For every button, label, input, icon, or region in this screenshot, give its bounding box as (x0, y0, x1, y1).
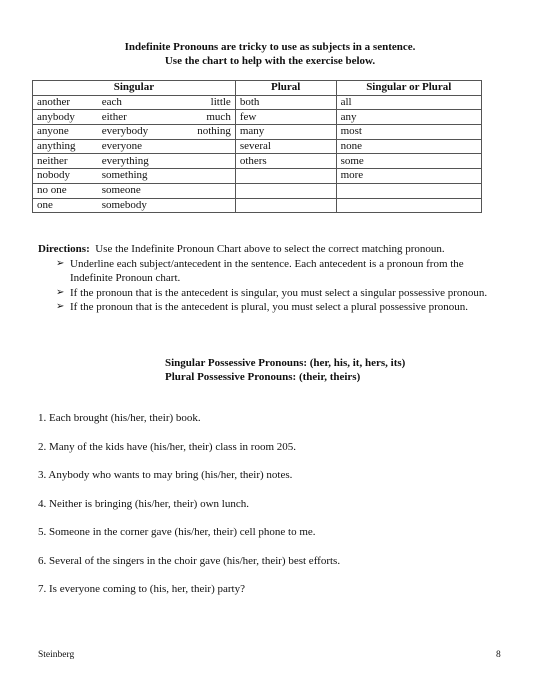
chart-cell: someone (98, 183, 182, 198)
directions-bullets (38, 257, 500, 315)
header-singular: Singular (33, 81, 236, 96)
chart-cell: nobody (33, 169, 98, 184)
directions-bullet (56, 257, 500, 286)
chart-row (33, 183, 482, 198)
directions-label: Directions: (38, 243, 90, 255)
directions-bullet (56, 300, 500, 315)
chart-cell (336, 198, 481, 213)
directions-bullet (56, 286, 500, 301)
chart-cell: each (98, 95, 182, 110)
indefinite-pronoun-chart (32, 80, 482, 213)
directions-intro (38, 242, 500, 257)
chart-cell: nothing (182, 125, 236, 140)
chart-row (33, 125, 482, 140)
chart-header-row (33, 81, 482, 96)
chart-cell: one (33, 198, 98, 213)
chart-cell (235, 183, 336, 198)
chart-cell: both (235, 95, 336, 110)
bullet-text: Underline each subject/antecedent in the sentence. Each antecedent is a pronoun from the Indefinite Pronoun chart. (70, 257, 464, 284)
footer-author: Steinberg (38, 650, 75, 660)
chart-cell: little (182, 95, 236, 110)
chart-cell: more (336, 169, 481, 184)
singular-possessives: Singular Possessive Pronouns: (her, his, it, hers, its) (165, 357, 406, 369)
exercise-item: 7. Is everyone coming to (his, her, their) party? (38, 583, 245, 595)
exercise-item: 1. Each brought (his/her, their) book. (38, 412, 201, 424)
chart-cell (182, 183, 236, 198)
chart-cell: something (98, 169, 182, 184)
exercise-item: 6. Several of the singers in the choir gave (his/her, their) best efforts. (38, 554, 341, 567)
bullet-text: If the pronoun that is the antecedent is singular, you must select a singular possessive pronoun. (70, 286, 488, 299)
chart-cell: anybody (33, 110, 98, 125)
chart-row (33, 169, 482, 184)
header-singular-or-plural: Singular or Plural (336, 81, 481, 96)
heading-line-1: Indefinite Pronouns are tricky to use as subjects in a sentence. (124, 41, 416, 53)
chart-cell: another (33, 95, 98, 110)
chart-cell (182, 169, 236, 184)
chart-cell: either (98, 110, 182, 125)
page-number: 8 (496, 650, 501, 660)
chart-cell: somebody (98, 198, 182, 213)
header-plural: Plural (235, 81, 336, 96)
chart-row (33, 110, 482, 125)
chart-cell: others (235, 154, 336, 169)
chart-cell: all (336, 95, 481, 110)
chart-cell: any (336, 110, 481, 125)
chart-cell (182, 154, 236, 169)
chart-row (33, 139, 482, 154)
chart-cell (182, 198, 236, 213)
possessive-pronouns-block (165, 356, 405, 384)
exercise-item: 4. Neither is bringing (his/her, their) own lunch. (38, 497, 249, 510)
exercise-item: 5. Someone in the corner gave (his/her, their) cell phone to me. (38, 526, 316, 538)
chart-cell: anyone (33, 125, 98, 140)
chart-row (33, 198, 482, 213)
bullet-text: If the pronoun that is the antecedent is plural, you must select a plural possessive pronoun. (70, 301, 469, 313)
chart-cell: everybody (98, 125, 182, 140)
chart-cell: anything (33, 139, 98, 154)
chart-row (33, 154, 482, 169)
chart-cell: everyone (98, 139, 182, 154)
chart-cell: some (336, 154, 481, 169)
chart-cell: much (182, 110, 236, 125)
chart-cell: most (336, 125, 481, 140)
chart-cell: none (336, 139, 481, 154)
chart-cell (182, 139, 236, 154)
arrow-bullet-icon: ➢ (56, 286, 65, 298)
exercise-item: 2. Many of the kids have (his/her, their) class in room 205. (38, 440, 297, 453)
exercise-item: 3. Anybody who wants to may bring (his/her, their) notes. (38, 469, 293, 481)
plural-possessives: Plural Possessive Pronouns: (their, theirs) (165, 371, 361, 383)
chart-cell: several (235, 139, 336, 154)
chart-cell: few (235, 110, 336, 125)
directions-text: Use the Indefinite Pronoun Chart above to select the correct matching pronoun. (95, 243, 445, 255)
chart-cell: many (235, 125, 336, 140)
directions-section (38, 242, 500, 315)
arrow-bullet-icon: ➢ (56, 301, 65, 312)
arrow-bullet-icon: ➢ (56, 257, 65, 269)
chart-cell (235, 198, 336, 213)
chart-cell (235, 169, 336, 184)
chart-cell: everything (98, 154, 182, 169)
chart-cell (336, 183, 481, 198)
exercise-list (38, 411, 340, 611)
chart-cell: neither (33, 154, 98, 169)
heading-line-2: Use the chart to help with the exercise below. (164, 55, 376, 67)
chart-row (33, 95, 482, 110)
chart-cell: no one (33, 183, 98, 198)
